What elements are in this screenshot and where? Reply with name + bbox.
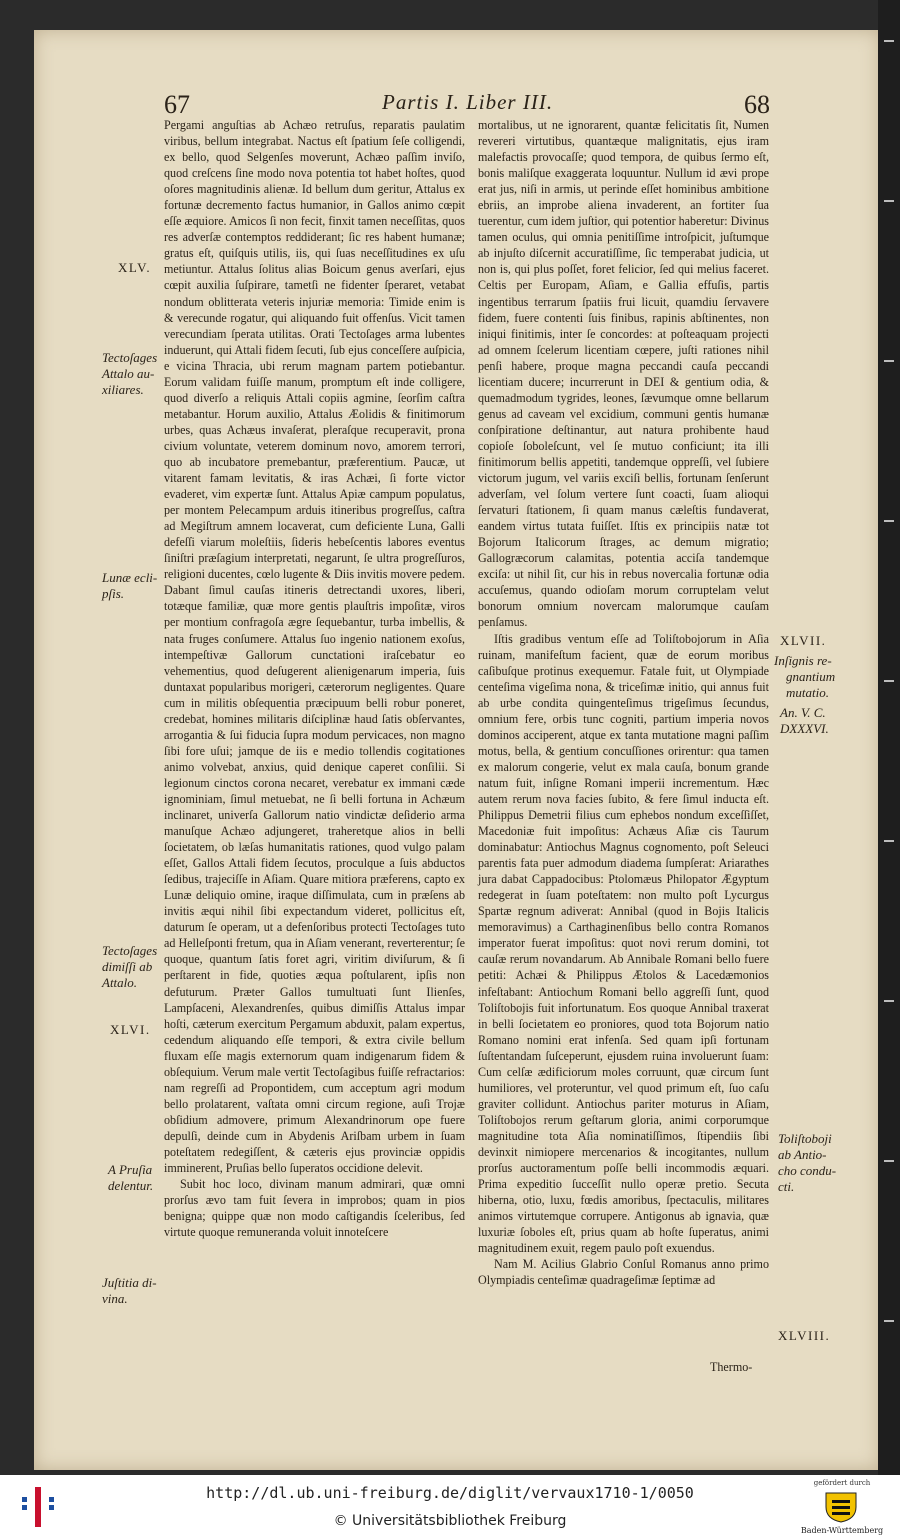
margin-line: cti. (778, 1179, 795, 1194)
margin-section-xlv: XLV. (118, 260, 152, 275)
left-paragraph-2: Subit hoc loco, divinam manum admirari, quæ omni prorſus ævo tam fuit ſevera in improbos; quam in pios benigna; quippe quæ non modo caſtigandis ſceleribus, ſed virtute quoque remuneranda voluit innoteſcere (164, 1177, 465, 1240)
margin-line: cho condu- (778, 1163, 837, 1178)
ruler-tick (884, 360, 894, 362)
viewer-footer (0, 1475, 900, 1538)
margin-note-an-vc (780, 705, 829, 737)
left-paragraph-1: Pergami anguſtias ab Achæo retruſus, reparatis paulatim viribus, bellum integrabat. Nactus eſt ſpatium ſeſe colligendi, ex bello, quod Selgenſes moverunt, Achæo paſſim inviſo, quod creſcens ſine modo nova potentia tot habet hoſtes, quod oſores magnitudinis alienæ. Id bellum dum geritur, Attalus ex fortunæ decremento factus humanior, in Gallos animo cœpit eſſe æquiore. Amicos ſi non fecit, finxit tamen neceſſitas, quos res adverſæ contemptos reddiderant; ſic res habent humanæ; gratus eſt, quiſquis utilis, iis, qui ſuas neceſſitudines ex uſu metiuntur. Attalus ſolitus alias Boicum genus averſari, ejus cœpit auxilia ſuſpirare, tametſi ne fidenter ſperaret, vetabat nondum oblitterata veteris injuriæ memoria: Timide enim is & verecunde rogatur, qui aliquando fuit offenſus. Vicit tamen verecundiam ſperata utilitas. Orati Tectoſages arma lubentes induerunt, qui Attali fidem ſecuti, ſub ejus conceſſere auſpicia, e vicina Thracia, ubi rerum magnam partem potiebantur. Eorum validam fuiſſe manum, promptum eſt inde colligere, quod diverſo a reliquis Attali copiis agmine, ſeorſim caſtra metabantur. Horum auxilio, Attalus Æolidis & finitimorum urbes, quas Achæus invaſerat, pleraſque recuperavit, prona civium voluntate, veterem dominum novo, amorem terrori, quo ab incubatore premebantur, præferentium. Paucæ, ut vitarent famam levitatis, & iras Achæi, ſi forte victor evaderet, vim expertæ ſunt. Attalus Apiæ campum populatus, per montem Pelecampum arduis itineribus progreſſus, caſtra ad Megiſtrum amnem locaverat, cum deficiente Luna, Galli defeſſi viarum moleſtiis, ſideris hebeſcentis labores eventus ſiniſtri præſagium interpretati, negarunt, ſe ultra progreſſuros, religioni ducentes, cœlo lugente & Diis invitis movere pedem. Dabant ſimul cauſas itineris detrectandi uxores, liberi, totæque familiæ, quæ more gentis plauſtris impoſitæ, viros per montium confragoſa ægre ſequebantur, turba imbellis, & nata fruges conſumere. Attalus ſuo ingenio nationem exoſus, intempeſtivæ Gallorum cunctationi iraſcebatur eo vehementius, quod deſugerent alienigenarum imperia, ſuis duntaxat popularibus morigeri, cæterorum negligentes. Quare cum in militis obſequentia præcipuum belli robur poneret, credebat, homines militaris diſciplinæ haud ſatis obſervantes, arrogantia & ſui fiducia ſupra modum pervicaces, non magno ſibi fore uſui; jamque de iis e medio tollendis cogitationes animo volvebat, anxius, quid denique caperet conſilii. Si legionum cinctos corona necaret, verebatur ex immani cæde ignominiam, ſimul metuebat, ne ſi belli fortuna in Achæum inclinaret, univerſa Gallorum natio vindictæ deſiderio arma manuſque Achæo adjungeret, traheretque alios in belli ſocietatem, ob læſas humanitatis rationes, quod vulgo palam eſſet, Gallos Attali fidem ſecutos, proculque a ſuis abductos ſedibus, trajeciſſe in Aſiam. Quare mitiora præferens, capto ex Lunæ deliquio omine, iraque diſſimulata, cum in præſens ab invitis æqui nihil ſibi expectandum videret, pollicitus eſt, daturum ſe operam, ut a defenſoribus protecti Tectoſages tuto ad Helleſponti fretum, qua in Aſiam venerant, reverterentur; ſe quoque, quantum ſatis foret agri, viritim diviſurum, & ſi perſtarent in fide, quoties æqua poſtularent, ipſis non defuturum. Præter Gallos tumultuati ſunt Ilienſes, Lampſaceni, Alexandrenſes, quibus dimiſſis Attalus impar hoſti, cæterum exercitum Pergamum abduxit, palam expertus, cedendum aliquando eſſe tempori, & extra civile bellum fluxam eſſe magis externorum quam indigenarum fidem & obſequium. Verum male vertit Tectoſagibus fuiſſe refractarios: nam regreſſi ad Propontidem, cum acceptum agri modum bello prolatarent, vaſtata omni circum regione, auſi Trojæ obſidium admovere, primum Alexandrinorum ope fuere depulſi, deinde cum in Abydenis Ariſbam urbem in ſuam poteſtatem redegiſſent, & cæteris ejus provinciæ oppidis imminerent, Pruſias bello ſuperatos occidione delevit. (164, 118, 465, 1176)
margin-line: xiliares. (102, 382, 144, 397)
margin-section-xlviii: XLVIII. (778, 1328, 831, 1343)
running-head: Partis I. Liber III. (382, 90, 554, 114)
margin-line: mutatio. (786, 685, 829, 700)
page-number-right: 68 (744, 90, 770, 119)
margin-line: Tectoſages (102, 350, 158, 365)
right-paragraph-3: Nam M. Acilius Glabrio Conſul Romanus anno primo Olympiadis centeſimæ quadrageſimæ ſeptimæ ad (478, 1257, 769, 1288)
right-text-column (478, 117, 769, 1288)
margin-line: DXXXVI. (780, 721, 829, 736)
sponsor-label: gefördert durch (813, 1479, 871, 1487)
ruler-tick (884, 520, 894, 522)
margin-note-iustitia (102, 1275, 157, 1307)
margin-line: ab Antio- (778, 1147, 827, 1162)
left-text-column (164, 117, 465, 1240)
margin-section-xlvii: XLVII. (780, 633, 827, 648)
margin-line: Lunæ ecli- (102, 570, 158, 585)
page-url-link[interactable]: http://dl.ub.uni-freiburg.de/diglit/vervaux1710-1/0050 (206, 1484, 694, 1502)
margin-line: delentur. (108, 1178, 154, 1193)
margin-line: pſis. (102, 586, 125, 601)
margin-note-tectosages-dimissi (102, 943, 157, 991)
margin-line: A Pruſia (108, 1162, 153, 1177)
ruler-tick (884, 840, 894, 842)
margin-line: dimiſſi ab (102, 959, 153, 974)
ruler-tick (884, 1320, 894, 1322)
margin-line: Juſtitia di- (102, 1275, 157, 1290)
page-number-left: 67 (164, 90, 190, 119)
margin-note-tectosages-attalo (102, 350, 157, 398)
ruler-tick (884, 1160, 894, 1162)
catchword: Thermo- (710, 1360, 753, 1374)
right-paragraph-2: Iſtis gradibus ventum eſſe ad Toliſtobojorum in Aſia ruinam, manifeſtum facient, quæ de eorum moribus caſibuſque protinus exequemur. Fatale fuit, ut Olympiade centeſima vigeſima nona, & triceſimæ initio, qui annus fuit ab urbe condita quingenteſimus trigeſimus ſecundus, omnium fere, orbis tunc cogniti, partium imperia novos dominos acciperent, atque ex tanta mutatione magni paſſim motus, bella, & gentium concuſſiones orirentur: qua tamen ex malorum congerie, velut ex mala cauſa, bonum grande natum fuit, inſigne Romani imperii incrementum. Hæc autem rerum nova facies ſubito, & fere ſimul inducta eſt. Philippus Demetrii filius cum ephebos nondum exceſſiſſet, Macedoniæ fuit impoſitus: Achæus Aſiæ cis Taurum dominabatur: Antiochus Magnus cognomento, poſt Seleuci parentis fata puer admodum diadema ſumpſerat: Ariarathes jura dabat Cappadocibus: Ptolomæus Philopator Ægyptum redegerat in ſuam poteſtatem: non multo poſt Lycurgus Spartæ regnum adiverat: Annibal (quod in Bojis Italicis memoravimus) a Carthaginenſibus bello contra Romanos imperator fuerat impoſitus: quot novi rerum domini, tot cauſæ rerum novandarum. Ab Annibale Romani bello fuere petiti: Achæi & Philippus Ætolos & Lacedæmonios infeſtabant: Antiochum Romani bello aggreſſi ſunt, quod Toliſtobojis fuit infortunatum. Eos quoque Annibal traxerat in belli ſocietatem eo proniores, quod tota Bojorum natio Romano nomini erat infenſa. Sed quam ipſi fortunam ſuſtentandam ſuſceperunt, ejusdem ruina involuerunt ſuam: Cum celſæ ædificiorum moles corruunt, quæ circum ſunt humiliores, vel proteruntur, vel quod primum eſt, ſuo caſu graviter collidunt. Antiochus pariter moturus in Aſiam, Toliſtobojos rerum geſtarum gloria, animi corporumque magnitudine tota Aſia nominatiſſimos, ſtipendiis ſibi devinxit nimiopere mercenarios & incogitantes, nullum prorſus auctoramentum poſſe belli incommodis æquari. Prima expeditio ſucceſſit nullo operæ pretio. Secuta hiberna, otio, luxu, fœdis amoribus, ſpectaculis, militares animos virtutemque corrupere. Antigonus ab ignavia, quæ luxuriæ ſoboles eſt, prius quam ab hoſte ſuperatus, animi magnitudinem exuit, regem paulo poſt exuendus. (478, 631, 769, 1256)
margin-line: Inſignis re- (774, 653, 832, 668)
margin-note-insignis (774, 653, 835, 701)
ruler-tick (884, 200, 894, 202)
margin-note-prusia (108, 1162, 153, 1194)
copyright-notice: © Universitätsbibliothek Freiburg (333, 1513, 567, 1529)
scan-ruler (878, 0, 900, 1475)
sponsor-name: Baden-Württemberg (800, 1526, 884, 1535)
margin-line: Attalo. (102, 975, 138, 990)
ruler-tick (884, 1000, 894, 1002)
ruler-tick (884, 680, 894, 682)
margin-line: An. V. C. (780, 705, 826, 720)
margin-note-lunae (102, 570, 157, 602)
margin-line: gnantium (786, 669, 836, 684)
margin-line: Toliſtoboji (778, 1131, 832, 1146)
margin-line: Tectoſages (102, 943, 158, 958)
ruler-tick (884, 40, 894, 42)
margin-section-xlvi: XLVI. (110, 1022, 151, 1037)
coat-of-arms-icon (822, 1491, 860, 1523)
margin-line: Attalo au- (102, 366, 155, 381)
right-paragraph-1: mortalibus, ut ne ignorarent, quantæ felicitatis ſit, Numen revereri virtutibus, quantæque malignitatis, ejus iram malefactis provocaſſe; quod tempora, de quibus ſermo eſt, bonis maliſque exaggerata loquuntur. Nullum id ævi prope erat jus, niſi in armis, ut perinde eſſet hominibus ambitione ebriis, an improbe aliena invaderent, an fortiter ſua tuerentur, cum idem juſtior, qui potentior haberetur: Divinus tamen oculus, qui omnia penitiſſime introſpicit, juſtumque ab injuſto diſcernit accuratiſſime, ſic temperabat judicia, ut non is, qui plus poſſet, foret felicior, ſed qui melius faceret. Celtis per Europam, Aſiam, e Gallia effuſis, partis ingentibus terrarum ſpatiis frui licuit, quamdiu ſervavere fidem, fuere contenti ſuis finibus, rapinis abſtinentes, non iniqui finitimis, inter ſe concordes: at poſteaquam projecti ad omnem ſcelerum licentiam cœpere, juſti rationes nihil penſi habere, proque magna peccandi cauſa peccandi licentiam ducere; incurrerunt in DEI & gentium odia, & quemadmodum tygrides, leones, ſævumque omne bellarum genus ad caveam vel excidium, communi gentis humanæ conſpiratione deſtinantur, aut natura prohibente haud copioſe ſoboleſcunt, vel ſe mutuo conficiunt; ita illi finitimorum bellis appetiti, tandemque oppreſſi, vel ſubiere victorum jugum, vel variis exciſi bellis, fortunam ſenſerunt adverſam, vel ſolum vertere ſunt coacti, ſuam alioqui ſervaturi ſtationem, ſi quam manus cæleſtis fundaverat, eandem virtus tutata fuiſſet. Iſtis ex principiis natæ tot Bojorum Italicorum ſtrages, ac demum migratio; Gallogræcorum calamitas, potentia acciſa tandemque exciſa: ut nihil ſit, cur his in rebus novercalia fortunæ odia accuſemus, quando odioſam morum corruptelam velut bonorum omnium novercam malorumque cauſam penſamus. (478, 118, 769, 630)
margin-line: vina. (102, 1291, 128, 1306)
margin-note-tolistoboji (778, 1131, 836, 1195)
